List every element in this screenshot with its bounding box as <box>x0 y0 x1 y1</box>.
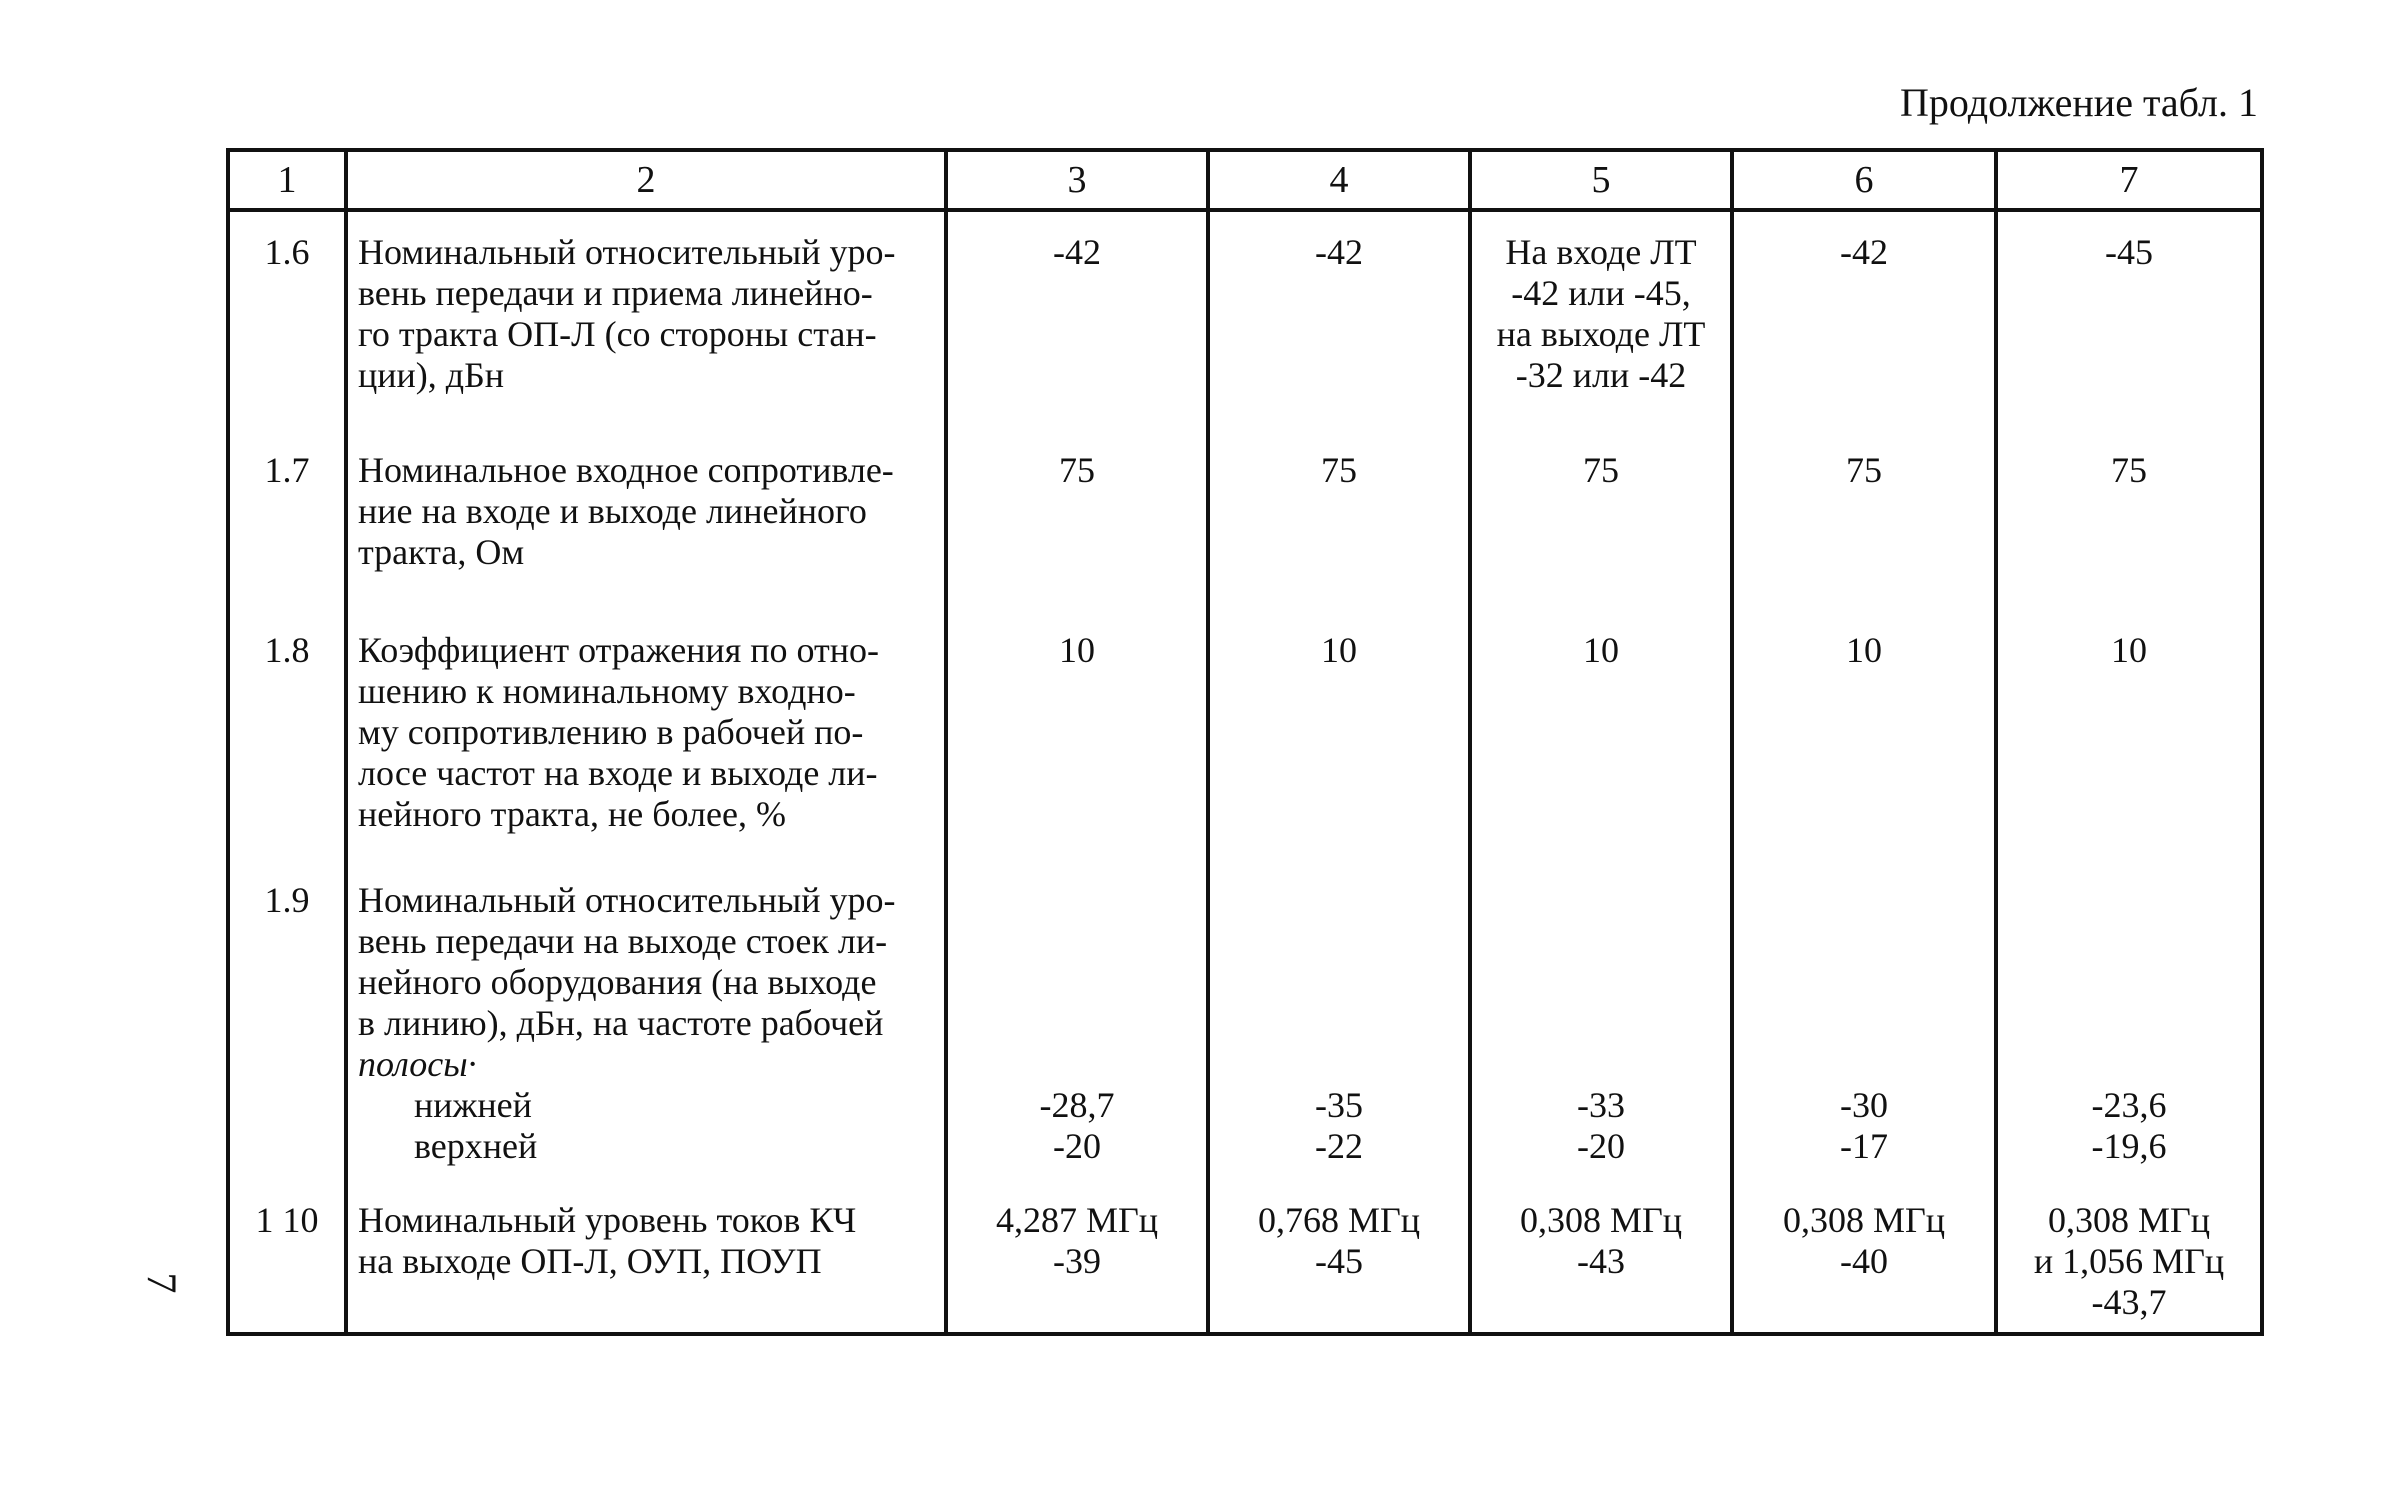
cell-col4 <box>1208 430 1470 610</box>
value-text: 75 <box>1321 450 1357 490</box>
value-text: 75 <box>1059 450 1095 490</box>
value-text: 0,308 МГц <box>1519 1200 1683 1240</box>
value-text: -43 <box>1577 1241 1625 1281</box>
row-number: 1.6 <box>228 210 346 430</box>
value-text: 0,308 МГц <box>1782 1200 1946 1240</box>
value-text: -42 или -45, <box>1511 273 1691 313</box>
cell-col6 <box>1732 210 1996 430</box>
spacer <box>948 880 1206 1085</box>
desc-line: шению к номинальному входно- <box>358 671 856 711</box>
table-row <box>228 430 2262 610</box>
value-text: 75 <box>2111 450 2147 490</box>
value-text: 10 <box>1059 630 1095 670</box>
value-text: -45 <box>2105 232 2153 272</box>
desc-line: Номинальный уровень токов КЧ <box>358 1200 857 1240</box>
cell-col4 <box>1208 1180 1470 1334</box>
spacer <box>1472 880 1730 1085</box>
desc-line: нейного оборудования (на выходе <box>358 962 877 1002</box>
desc-line: Коэффициент отражения по отно- <box>358 630 880 670</box>
col-header-6: 6 <box>1732 150 1996 210</box>
cell-col6 <box>1732 610 1996 860</box>
value-text: 10 <box>1583 630 1619 670</box>
row-description <box>346 610 946 860</box>
value-text: -42 <box>1053 232 1101 272</box>
value-text: -23,6 <box>2091 1085 2167 1125</box>
value-text: -43,7 <box>2091 1282 2167 1322</box>
desc-line: Номинальный относительный уро- <box>358 880 896 920</box>
desc-line: вень передачи на выходе стоек ли- <box>358 921 888 961</box>
row-description <box>346 860 946 1180</box>
value-text: 0,308 МГц <box>2047 1200 2211 1240</box>
value-text: -17 <box>1840 1126 1888 1166</box>
cell-col7 <box>1996 860 2262 1180</box>
spacer <box>1998 880 2260 1085</box>
col-header-3: 3 <box>946 150 1208 210</box>
row-number: 1.7 <box>228 430 346 610</box>
col-header-5: 5 <box>1470 150 1732 210</box>
desc-line: ние на входе и выходе линейного <box>358 491 867 531</box>
sub-item-upper: верхней <box>414 1126 538 1166</box>
value-text: -19,6 <box>2091 1126 2167 1166</box>
spacer <box>1734 880 1994 1085</box>
cell-col5 <box>1470 210 1732 430</box>
value-text: -28,7 <box>1039 1085 1115 1125</box>
cell-col6 <box>1732 1180 1996 1334</box>
value-text: -42 <box>1315 232 1363 272</box>
value-text: -22 <box>1315 1126 1363 1166</box>
table-caption: Продолжение табл. 1 <box>1900 80 2258 125</box>
desc-line: ции), дБн <box>358 355 505 395</box>
row-number: 1.9 <box>228 860 346 1180</box>
value-text: -45 <box>1315 1241 1363 1281</box>
cell-col4 <box>1208 860 1470 1180</box>
value-text: -33 <box>1577 1085 1625 1125</box>
cell-col7 <box>1996 610 2262 860</box>
value-text: -30 <box>1840 1085 1888 1125</box>
spacer <box>1210 880 1468 1085</box>
cell-col5 <box>1470 1180 1732 1334</box>
cell-col5 <box>1470 430 1732 610</box>
desc-line: на выходе ОП-Л, ОУП, ПОУП <box>358 1241 822 1281</box>
table-row <box>228 1180 2262 1334</box>
value-text: 10 <box>1321 630 1357 670</box>
desc-line: го тракта ОП-Л (со стороны стан- <box>358 314 877 354</box>
value-text: на выходе ЛТ <box>1496 314 1706 354</box>
desc-line: в линию), дБн, на частоте рабочей <box>358 1003 884 1043</box>
desc-line: нейного тракта, не более, % <box>358 794 786 834</box>
value-text: 75 <box>1583 450 1619 490</box>
desc-line: Номинальный относительный уро- <box>358 232 896 272</box>
value-text: -39 <box>1053 1241 1101 1281</box>
row-description <box>346 210 946 430</box>
value-text: 4,287 МГц <box>995 1200 1159 1240</box>
value-text: -35 <box>1315 1085 1363 1125</box>
row-description <box>346 1180 946 1334</box>
value-text: 10 <box>1846 630 1882 670</box>
cell-col3 <box>946 210 1208 430</box>
cell-col5 <box>1470 610 1732 860</box>
col-header-2: 2 <box>346 150 946 210</box>
cell-col6 <box>1732 860 1996 1180</box>
value-text: -20 <box>1577 1126 1625 1166</box>
col-header-7: 7 <box>1996 150 2262 210</box>
desc-line: Номинальное входное сопротивле- <box>358 450 894 490</box>
desc-line: му сопротивлению в рабочей по- <box>358 712 864 752</box>
value-text: 75 <box>1846 450 1882 490</box>
value-text: -32 или -42 <box>1515 355 1687 395</box>
value-text: -20 <box>1053 1126 1101 1166</box>
cell-col3 <box>946 860 1208 1180</box>
cell-col4 <box>1208 610 1470 860</box>
cell-col7 <box>1996 1180 2262 1334</box>
row-description <box>346 430 946 610</box>
col-header-4: 4 <box>1208 150 1470 210</box>
value-text: -40 <box>1840 1241 1888 1281</box>
value-text: 10 <box>2111 630 2147 670</box>
value-text: На входе ЛТ <box>1505 232 1697 272</box>
page-number: 7 <box>137 1272 184 1294</box>
value-text: 0,768 МГц <box>1257 1200 1421 1240</box>
value-text: -42 <box>1840 232 1888 272</box>
row-number: 1.8 <box>228 610 346 860</box>
desc-line: вень передачи и приема линейно- <box>358 273 873 313</box>
cell-col3 <box>946 610 1208 860</box>
value-text: и 1,056 МГц <box>2033 1241 2225 1281</box>
row-number: 1 10 <box>228 1180 346 1334</box>
desc-line: полосы· <box>358 1044 477 1084</box>
col-header-1: 1 <box>228 150 346 210</box>
table-row <box>228 210 2262 430</box>
cell-col7 <box>1996 210 2262 430</box>
cell-col4 <box>1208 210 1470 430</box>
cell-col3 <box>946 430 1208 610</box>
cell-col3 <box>946 1180 1208 1334</box>
cell-col6 <box>1732 430 1996 610</box>
sub-item-lower: нижней <box>414 1085 532 1125</box>
desc-line: тракта, Ом <box>358 532 525 572</box>
specs-table <box>226 148 2264 1336</box>
desc-line: лосе частот на входе и выходе ли- <box>358 753 878 793</box>
header-row <box>228 150 2262 210</box>
table-row <box>228 610 2262 860</box>
cell-col5 <box>1470 860 1732 1180</box>
table-row <box>228 860 2262 1180</box>
cell-col7 <box>1996 430 2262 610</box>
